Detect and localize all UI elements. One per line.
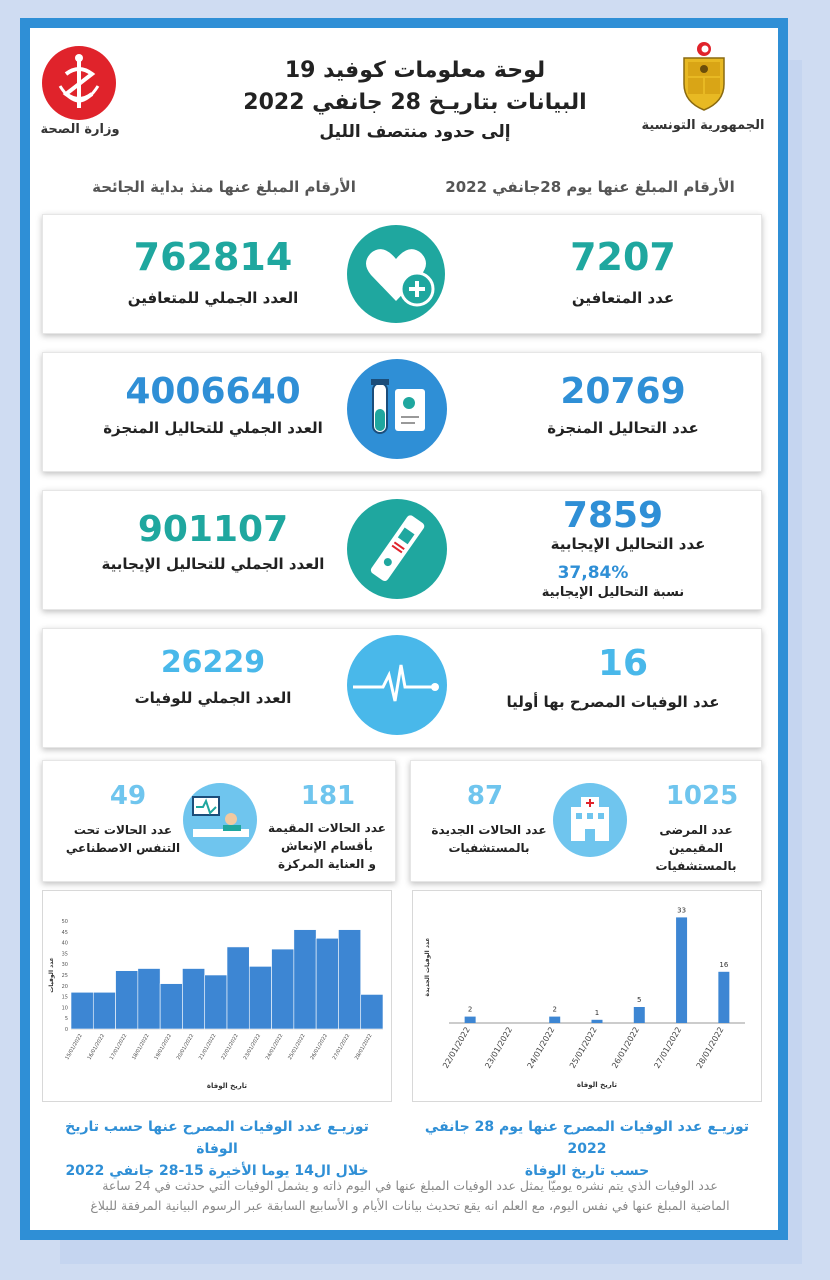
footnote-line2: الماضية المبلغ عنها في نفس اليوم، مع العلم انه يقع تحديث بيانات الأيام و الأسابيع السابقة عبر الرسوم البيانية المرفقة للبلاغ xyxy=(90,1198,730,1213)
y-axis-title: عدد الوفيات الجديدة xyxy=(424,937,431,997)
bar xyxy=(592,1020,603,1023)
bar xyxy=(249,966,271,1029)
bar xyxy=(676,917,687,1023)
ventilation-value: 49 xyxy=(109,781,147,811)
hospitalization-card xyxy=(410,760,762,882)
total-deaths-label: العدد الجملي للوفيات xyxy=(134,689,292,707)
bar xyxy=(71,992,93,1029)
y-tick-label: 35 xyxy=(61,951,68,958)
new-admissions-label xyxy=(425,821,553,857)
right-caption-line1: توزيـع عدد الوفيات المصرح عنها يوم 28 جانفي 2022 xyxy=(424,1119,750,1157)
x-tick-label: 27/01/2022 xyxy=(331,1033,352,1061)
total-column-header: الأرقام المبلغ عنها منذ بداية الجائحة xyxy=(92,178,356,196)
bar xyxy=(549,1017,560,1023)
x-tick-label: 28/01/2022 xyxy=(694,1025,726,1070)
daily-column-header: الأرقام المبلغ عنها يوم 28جانفي 2022 xyxy=(445,178,735,196)
deaths-reported-today-chart xyxy=(412,890,762,1102)
ministry-health-logo xyxy=(42,46,116,120)
y-tick-label: 5 xyxy=(64,1016,68,1023)
bar xyxy=(160,984,182,1029)
republic-label: الجمهورية التونسية xyxy=(641,118,765,133)
x-tick-label: 16/01/2022 xyxy=(86,1033,107,1061)
total-recovered-label: العدد الجملي للمتعافين xyxy=(127,289,299,307)
y-axis-title: عدد الوفيات xyxy=(48,957,55,993)
bar xyxy=(634,1007,645,1023)
deaths-card xyxy=(42,628,762,748)
inpatients-label xyxy=(631,821,761,875)
data-label: 5 xyxy=(637,996,642,1004)
y-tick-label: 40 xyxy=(61,940,68,947)
new-admissions-value: 87 xyxy=(466,781,504,811)
daily-deaths-value: 16 xyxy=(597,643,649,684)
data-label: 16 xyxy=(719,960,729,969)
x-tick-label: 25/01/2022 xyxy=(287,1033,307,1061)
bar xyxy=(138,969,160,1029)
ventilation-label xyxy=(63,821,183,857)
deaths-14days-svg xyxy=(43,891,391,1101)
bar xyxy=(116,971,138,1029)
x-tick-label: 22/01/2022 xyxy=(220,1033,240,1061)
right-caption-line2: حسب تاريخ الوفاة xyxy=(524,1163,650,1179)
y-tick-label: 30 xyxy=(61,962,68,969)
x-tick-label: 20/01/2022 xyxy=(175,1033,196,1061)
data-label: 33 xyxy=(677,906,687,915)
heart-plus-icon xyxy=(347,225,445,323)
daily-tests-label: عدد التحاليل المنجزة xyxy=(547,419,699,437)
daily-positive-label: عدد التحاليل الإيجابية xyxy=(550,535,706,553)
data-label: 2 xyxy=(467,1005,473,1014)
y-tick-label: 10 xyxy=(61,1005,68,1012)
left-caption-line2: خلال ال14 يوما الأخيرة 15-28 جانفي 2022 xyxy=(65,1163,369,1179)
bar xyxy=(93,992,115,1029)
x-tick-label: 23/01/2022 xyxy=(242,1033,263,1061)
dashboard-time-note: إلى حدود منتصف الليل xyxy=(319,122,511,142)
x-tick-label: 26/01/2022 xyxy=(309,1033,330,1061)
positive-rate-label: نسبة التحاليل الإيجابية xyxy=(541,585,685,600)
icu-label-line3: و العناية المركزة xyxy=(277,857,377,871)
x-tick-label: 17/01/2022 xyxy=(108,1033,129,1061)
inpatients-value: 1025 xyxy=(665,781,739,811)
bar xyxy=(316,938,338,1029)
total-positive-label: العدد الجملي للتحاليل الإيجابية xyxy=(101,555,325,573)
daily-recovered-value: 7207 xyxy=(570,235,676,279)
bar xyxy=(294,930,316,1029)
bar xyxy=(272,949,294,1029)
daily-deaths-label: عدد الوفيات المصرح بها أوليا xyxy=(506,693,720,711)
ministry-health-label: وزارة الصحة xyxy=(40,122,120,137)
vent-label-line2: التنفس الاصطناعي xyxy=(65,841,181,855)
data-label: 2 xyxy=(552,1005,557,1014)
x-tick-label: 15/01/2022 xyxy=(64,1033,84,1061)
heartbeat-icon xyxy=(347,635,447,735)
icu-label-line1: عدد الحالات المقيمة xyxy=(268,821,386,835)
total-positive-value: 901107 xyxy=(137,509,289,550)
y-tick-label: 0 xyxy=(64,1027,68,1033)
x-tick-label: 18/01/2022 xyxy=(131,1033,151,1061)
x-tick-label: 23/01/2022 xyxy=(483,1025,515,1070)
left-caption-line1: توزيـع عدد الوفيات المصرح عنها حسب تاريخ الوفاة xyxy=(65,1119,369,1157)
data-label: 1 xyxy=(594,1008,600,1017)
icu-label-line2: بأقسام الإنعاش xyxy=(281,839,373,853)
bar xyxy=(205,975,227,1029)
footnote-line1: عدد الوفيات الذي يتم نشره يوميّا يمثل عدد الوفيات المبلغ عنها في اليوم ذاته و يشمل الوفيات التي حدثت في 24 ساعة xyxy=(102,1178,718,1193)
x-tick-label: 27/01/2022 xyxy=(652,1025,684,1070)
total-tests-label: العدد الجملي للتحاليل المنجزة xyxy=(103,419,323,437)
bar xyxy=(718,972,729,1023)
new-label-line2: بالمستشفيات xyxy=(448,841,530,855)
x-tick-label: 25/01/2022 xyxy=(567,1025,599,1070)
y-tick-label: 25 xyxy=(61,973,68,979)
dashboard-date: البيانات بتاريـخ 28 جانفي 2022 xyxy=(243,90,587,115)
icu-ventilation-card xyxy=(42,760,396,882)
x-tick-label: 24/01/2022 xyxy=(264,1033,285,1061)
daily-positive-value: 7859 xyxy=(562,495,664,536)
total-tests-value: 4006640 xyxy=(125,371,301,412)
x-axis-title: تاريخ الوفاة xyxy=(576,1081,618,1089)
tunisia-emblem-logo xyxy=(678,40,730,112)
bar xyxy=(182,969,204,1029)
y-tick-label: 20 xyxy=(61,983,68,990)
inpatients-label-line2: بالمستشفيات xyxy=(655,859,737,873)
recovered-card xyxy=(42,214,762,334)
positive-tests-card xyxy=(42,490,762,610)
bar xyxy=(227,947,249,1029)
left-chart-caption xyxy=(42,1116,392,1182)
new-label-line1: عدد الحالات الجديدة xyxy=(431,823,547,837)
y-tick-label: 45 xyxy=(61,929,68,936)
hospital-building-icon xyxy=(553,783,627,857)
tests-card xyxy=(42,352,762,472)
rapid-test-icon xyxy=(347,499,447,599)
daily-tests-value: 20769 xyxy=(560,371,686,412)
x-tick-label: 19/01/2022 xyxy=(153,1033,174,1061)
x-tick-label: 24/01/2022 xyxy=(525,1025,557,1070)
deaths-14days-chart xyxy=(42,890,392,1102)
icu-bed-icon xyxy=(183,783,257,857)
x-axis-title: تاريخ الوفاة xyxy=(206,1082,248,1090)
y-tick-label: 15 xyxy=(61,994,68,1001)
footnote xyxy=(60,1176,760,1216)
test-tube-icon xyxy=(347,359,447,459)
icu-value: 181 xyxy=(300,781,356,811)
x-tick-label: 26/01/2022 xyxy=(610,1025,642,1070)
inpatients-label-line1: عدد المرضى المقيمين xyxy=(659,823,733,855)
deaths-reported-svg xyxy=(413,891,761,1101)
daily-recovered-label: عدد المتعافين xyxy=(571,289,675,307)
positive-rate-value: 37,84% xyxy=(557,563,629,583)
total-recovered-value: 762814 xyxy=(133,235,293,279)
x-tick-label: 21/01/2022 xyxy=(197,1033,218,1061)
icu-label xyxy=(263,819,391,873)
bar xyxy=(465,1017,476,1023)
x-tick-label: 28/01/2022 xyxy=(353,1033,374,1061)
bar xyxy=(338,930,360,1029)
x-tick-label: 22/01/2022 xyxy=(441,1025,472,1070)
vent-label-line1: عدد الحالات تحت xyxy=(73,823,173,837)
right-chart-caption xyxy=(412,1116,762,1182)
bar xyxy=(361,994,383,1029)
dashboard-title: لوحة معلومات كوفيد 19 xyxy=(284,58,546,83)
y-tick-label: 50 xyxy=(61,919,68,925)
total-deaths-value: 26229 xyxy=(160,645,266,680)
